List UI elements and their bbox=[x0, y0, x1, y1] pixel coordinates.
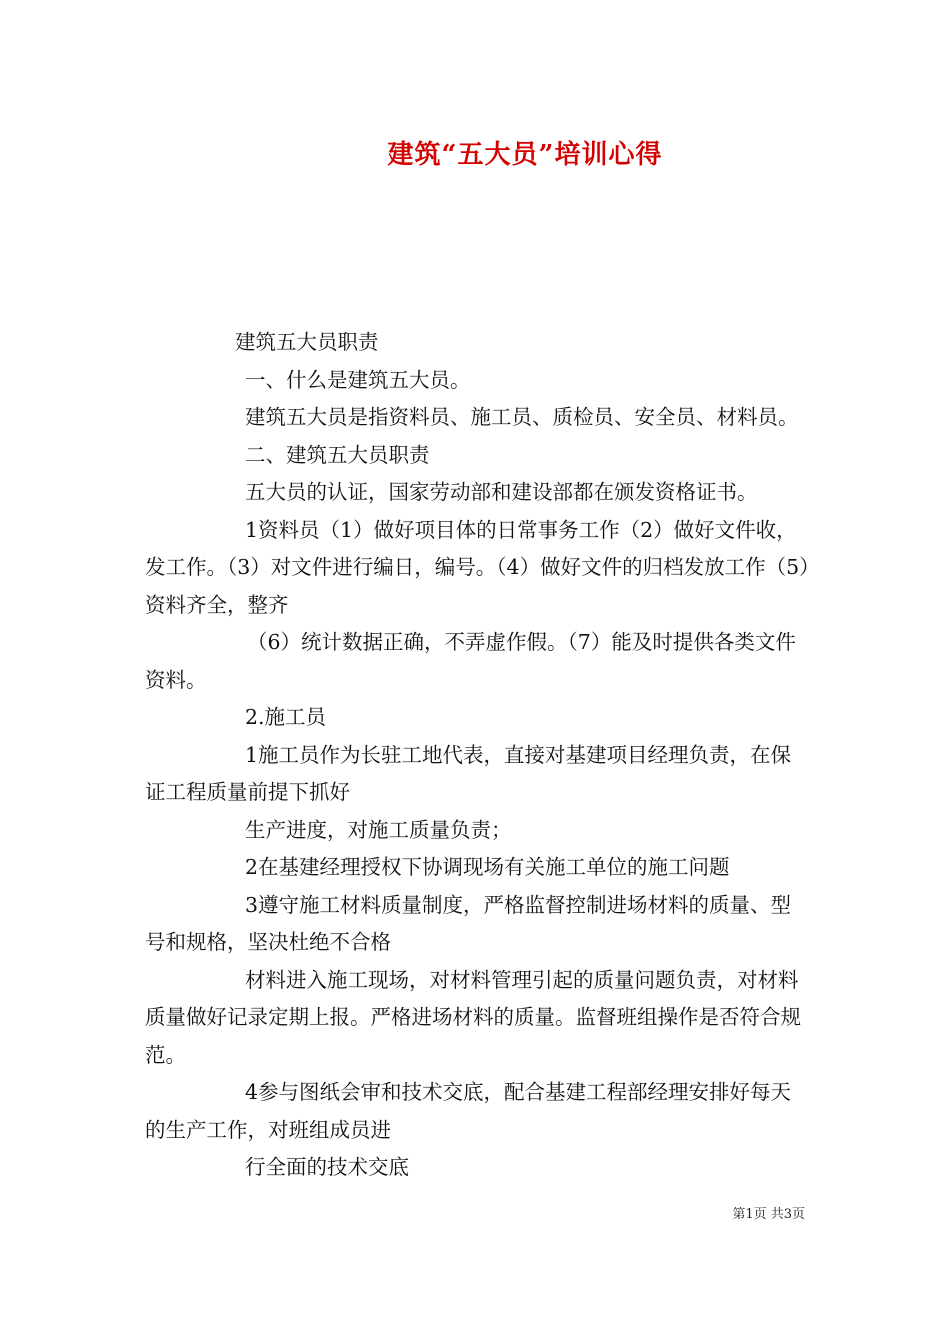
paragraph: 行全面的技术交底 bbox=[245, 1155, 409, 1179]
paragraph: 1施工员作为长驻工地代表，直接对基建项目经理负责，在保证工程质量前提下抓好 bbox=[145, 742, 792, 804]
page-number: 第1页 共3页 bbox=[732, 1207, 805, 1222]
paragraph: 2.施工员 bbox=[245, 705, 327, 729]
paragraph: 2在基建经理授权下协调现场有关施工单位的施工问题 bbox=[245, 855, 730, 879]
paragraph: 五大员的认证，国家劳动部和建设部都在颁发资格证书。 bbox=[245, 480, 758, 504]
paragraph: 建筑五大员是指资料员、施工员、质检员、安全员、材料员。 bbox=[245, 405, 799, 429]
paragraph-heading: 建筑五大员职责 bbox=[235, 330, 379, 354]
document-title: 建筑“五大员”培训心得 bbox=[387, 140, 663, 170]
paragraph: 二、建筑五大员职责 bbox=[245, 442, 430, 467]
paragraph: （6）统计数据正确，不弄虚作假。（7）能及时提供各类文件资料。 bbox=[145, 630, 796, 692]
paragraph: 生产进度，对施工质量负责； bbox=[245, 817, 512, 842]
paragraph: 3遵守施工材料质量制度，严格监督控制进场材料的质量、型号和规格，坚决杜绝不合格 bbox=[145, 892, 792, 954]
paragraph: 1资料员（1）做好项目体的日常事务工作（2）做好文件收，发工作。（3）对文件进行编日，编号。（4）做好文件的归档发放工作（5）资料齐全，整齐 bbox=[145, 517, 810, 617]
paragraph: 4参与图纸会审和技术交底，配合基建工程部经理安排好每天的生产工作，对班组成员进 bbox=[145, 1080, 792, 1142]
document-body bbox=[145, 324, 810, 1187]
paragraph: 一、什么是建筑五大员。 bbox=[245, 367, 471, 392]
paragraph: 材料进入施工现场，对材料管理引起的质量问题负责，对材料质量做好记录定期上报。严格进场材料的质量。监督班组操作是否符合规范。 bbox=[145, 967, 801, 1067]
